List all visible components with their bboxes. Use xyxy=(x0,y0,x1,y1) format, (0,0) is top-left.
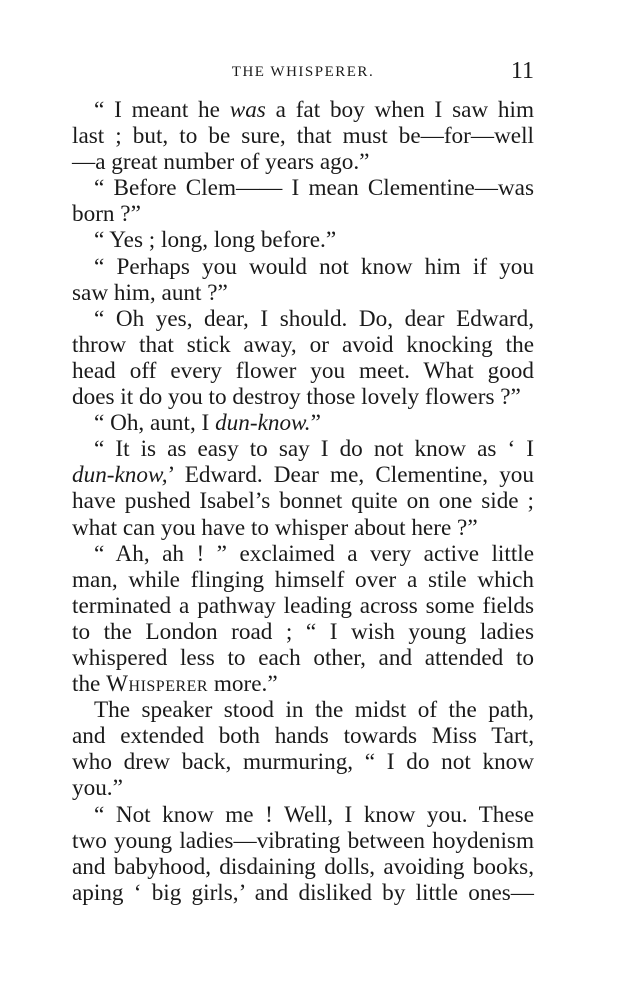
text-line xyxy=(72,619,534,645)
text-line xyxy=(72,645,534,671)
text-run: two young ladies—vibrating between hoydenism xyxy=(72,827,534,854)
text-run: saw him, aunt ?” xyxy=(72,279,228,306)
text-run: born ?” xyxy=(72,201,141,228)
text-run: —a great number of years ago.” xyxy=(72,149,370,176)
text-line xyxy=(72,775,534,801)
running-head xyxy=(72,58,534,90)
text-run: “ Perhaps you would not know him if you xyxy=(94,253,534,280)
text-run: “ It is as easy to say I do not know as ‘ I xyxy=(94,436,534,463)
text-line xyxy=(72,671,534,697)
text-line xyxy=(72,332,534,358)
text-line xyxy=(72,254,534,280)
text-run: to the London road ; “ I wish young ladies xyxy=(72,618,534,645)
text-run: does it do you to destroy those lovely flowers ?” xyxy=(72,384,521,411)
text-line xyxy=(72,201,534,227)
italic-run: dun-know, xyxy=(72,462,168,489)
text-line xyxy=(72,541,534,567)
text-run: aping ‘ big girls,’ and disliked by little ones— xyxy=(72,879,534,906)
text-line xyxy=(72,462,534,488)
text-run: “ Yes ; long, long before.” xyxy=(94,227,337,254)
text-run: terminated a pathway leading across some fields xyxy=(72,592,534,619)
text-line xyxy=(72,723,534,749)
text-line xyxy=(72,175,534,201)
text-run: and babyhood, disdaining dolls, avoiding books, xyxy=(72,853,534,880)
text-line xyxy=(72,880,534,906)
text-run: and extended both hands towards Miss Tart, xyxy=(72,723,534,750)
text-line xyxy=(72,515,534,541)
text-run: whispered less to each other, and attended to xyxy=(72,644,534,671)
text-run: ’ Edward. Dear me, Clementine, you xyxy=(167,462,534,489)
text-line xyxy=(72,802,534,828)
text-run: who drew back, murmuring, “ I do not know xyxy=(72,749,534,776)
text-line xyxy=(72,854,534,880)
text-run: man, while flinging himself over a stile which xyxy=(72,566,534,593)
text-line xyxy=(72,410,534,436)
text-line xyxy=(72,227,534,253)
text-run: “ Oh, aunt, I xyxy=(94,410,216,437)
text-line xyxy=(72,436,534,462)
text-line xyxy=(72,828,534,854)
text-run: “ I meant he xyxy=(94,97,230,123)
text-run: you.” xyxy=(72,775,123,802)
text-line xyxy=(72,358,534,384)
text-line xyxy=(72,97,534,123)
text-run: throw that stick away, or avoid knocking the xyxy=(72,331,534,358)
text-line xyxy=(72,149,534,175)
text-line xyxy=(72,593,534,619)
small-caps-run: Whisperer xyxy=(106,671,209,698)
text-line xyxy=(72,749,534,775)
text-line xyxy=(72,697,534,723)
text-run: last ; but, to be sure, that must be—for—well xyxy=(72,123,534,150)
text-line xyxy=(72,567,534,593)
italic-run: dun-know. xyxy=(215,410,311,437)
text-run: ” xyxy=(310,410,321,437)
text-run: “ Before Clem—— I mean Clementine—was xyxy=(94,175,534,202)
text-run: “ Ah, ah ! ” exclaimed a very active little xyxy=(94,540,534,567)
text-run: more.” xyxy=(208,671,278,698)
text-run: “ Oh yes, dear, I should. Do, dear Edward, xyxy=(94,305,534,332)
text-run: the xyxy=(72,671,107,698)
text-line xyxy=(72,488,534,514)
text-run: what can you have to whisper about here ?” xyxy=(72,514,478,541)
text-run: “ Not know me ! Well, I know you. These xyxy=(94,801,534,828)
text-run: The speaker stood in the midst of the path, xyxy=(94,697,534,724)
text-run: head off every flower you meet. What good xyxy=(72,357,534,384)
text-line xyxy=(72,384,534,410)
text-line xyxy=(72,280,534,306)
body-text xyxy=(72,97,534,906)
text-run: have pushed Isabel’s bonnet quite on one side ; xyxy=(72,488,534,515)
text-line xyxy=(72,123,534,149)
running-title: THE WHISPERER. xyxy=(231,64,375,80)
text-run: a fat boy when I saw him xyxy=(265,97,534,123)
italic-run: was xyxy=(229,97,266,123)
page-number: 11 xyxy=(510,58,534,84)
text-line xyxy=(72,306,534,332)
